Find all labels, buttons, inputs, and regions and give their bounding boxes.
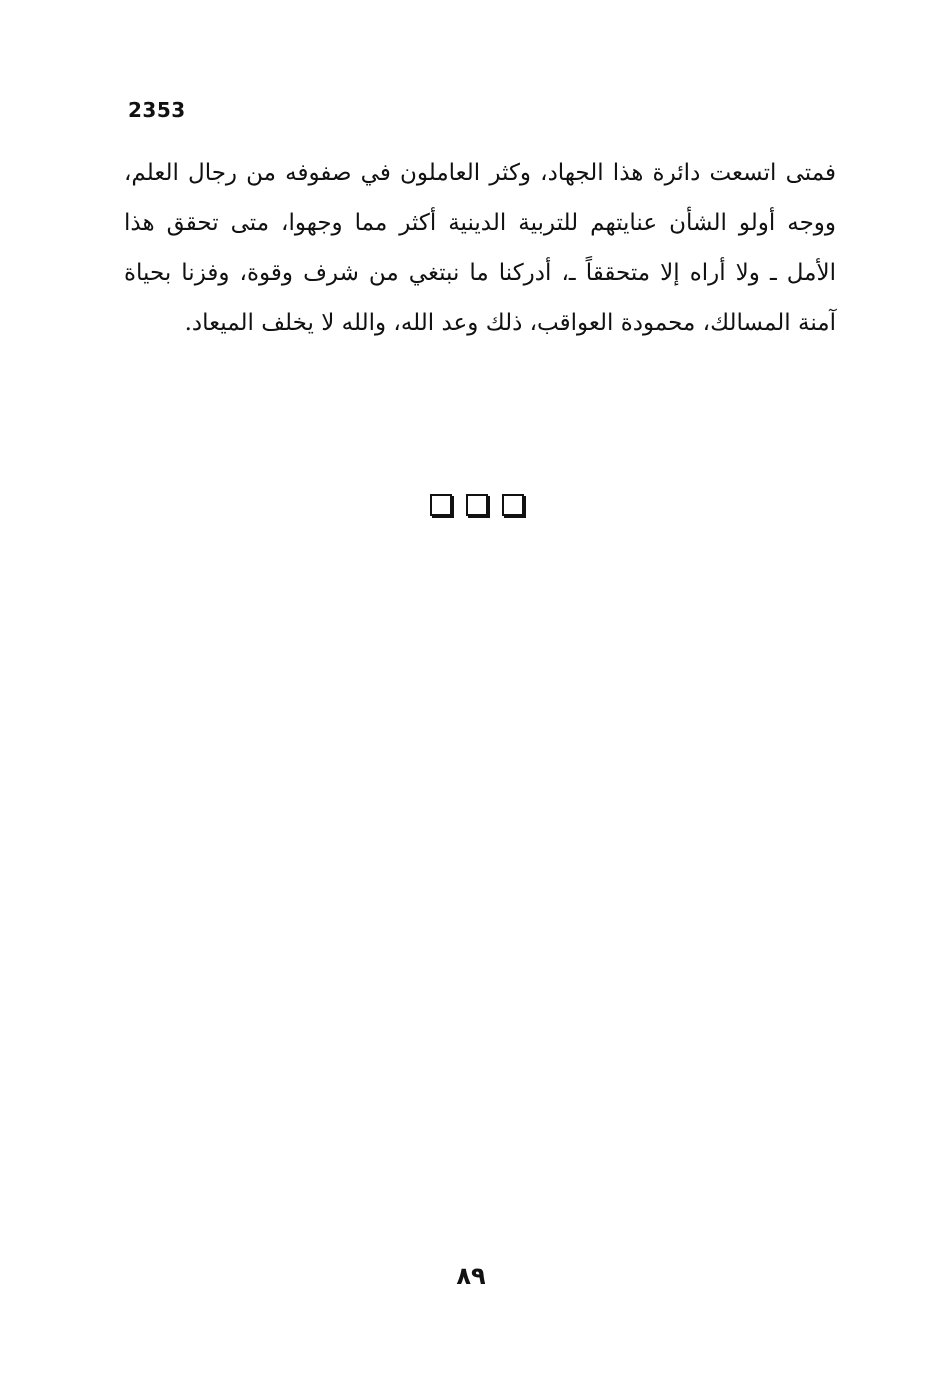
page-code: 2353	[128, 98, 186, 122]
square-bullet-icon	[430, 494, 452, 516]
body-paragraph: فمتى اتسعت دائرة هذا الجهاد، وكثر العاملون في صفوفه من رجال العلم، ووجه أولو الشأن عنايتهم للتربية الدينية أكثر مما وجهوا، متى تحقق هذا الأمل ـ ولا أراه إلا متحققاً ـ، أدركنا ما نبتغي من شرف وقوة، وفزنا بحياة آمنة المسالك، محمودة العواقب، ذلك وعد الله، والله لا يخلف الميعاد.	[124, 160, 836, 336]
square-bullet-icon	[466, 494, 488, 516]
page-number: ٨٩	[456, 1262, 486, 1290]
square-bullet-icon	[502, 494, 524, 516]
section-separator	[430, 494, 524, 516]
